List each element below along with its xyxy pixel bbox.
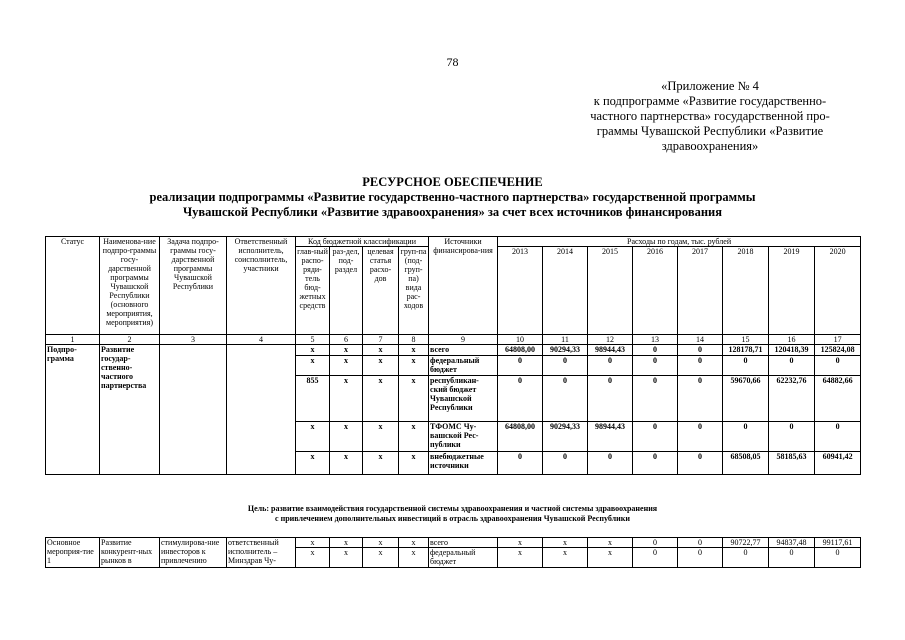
value-cell: 0 (633, 422, 678, 452)
source-cell: всего (429, 538, 498, 548)
code-cell: x (399, 376, 429, 422)
measure-status: Основное мероприя-тие 1 (46, 538, 100, 568)
value-cell: x (498, 548, 543, 568)
header-year: 2015 (588, 247, 633, 335)
value-cell: 0 (498, 376, 543, 422)
value-cell: 64808,00 (498, 345, 543, 356)
value-cell: 90294,33 (543, 345, 588, 356)
value-cell: 0 (633, 356, 678, 376)
source-cell: всего (429, 345, 498, 356)
value-cell: 0 (543, 376, 588, 422)
subprogram-status: Подпро-грамма (46, 345, 100, 475)
value-cell: 59670,66 (723, 376, 769, 422)
table-row (46, 538, 861, 548)
code-cell: x (330, 452, 363, 475)
column-number: 5 (296, 335, 330, 345)
code-cell: x (296, 345, 330, 356)
source-cell: внебюджетные источники (429, 452, 498, 475)
value-cell: 0 (678, 538, 723, 548)
header-budget-code: Код бюджетной классификации (296, 237, 429, 247)
value-cell: 0 (815, 548, 861, 568)
header-code-group: груп-па (под-груп-па) вида рас-ходов (399, 247, 429, 335)
header-name: Наименова-ние подпро-граммы госу-дарственной программы Чувашской Республики (основного мероприятия, мероприятия) (100, 237, 160, 335)
value-cell: 0 (678, 548, 723, 568)
value-cell: 0 (498, 452, 543, 475)
source-cell: ТФОМС Чу-вашской Рес-публики (429, 422, 498, 452)
header-code-gr: глав-ный распо-ряди-тель бюд-жетных средств (296, 247, 330, 335)
value-cell: 120418,39 (769, 345, 815, 356)
value-cell: 60941,42 (815, 452, 861, 475)
header-year: 2018 (723, 247, 769, 335)
header-responsible: Ответственный исполнитель, соисполнитель, участники (227, 237, 296, 335)
code-cell: x (363, 422, 399, 452)
appendix-line: «Приложение № 4 (661, 79, 759, 93)
value-cell: x (543, 548, 588, 568)
code-cell: x (399, 356, 429, 376)
value-cell: 98944,43 (588, 422, 633, 452)
table-row (46, 345, 861, 356)
code-cell: x (330, 345, 363, 356)
column-number: 11 (543, 335, 588, 345)
column-number: 9 (429, 335, 498, 345)
column-number: 17 (815, 335, 861, 345)
appendix-line: здравоохранения» (661, 139, 759, 153)
column-number: 10 (498, 335, 543, 345)
code-cell: x (296, 538, 330, 548)
title-line: РЕСУРСНОЕ ОБЕСПЕЧЕНИЕ (362, 175, 543, 189)
value-cell: 64808,00 (498, 422, 543, 452)
value-cell: 0 (588, 356, 633, 376)
code-cell: x (330, 548, 363, 568)
value-cell: 64882,66 (815, 376, 861, 422)
value-cell: 0 (678, 452, 723, 475)
value-cell: 0 (498, 356, 543, 376)
title-line: реализации подпрограммы «Развитие государственно-частного партнерства» государственной программы (149, 190, 756, 204)
code-cell: x (399, 538, 429, 548)
value-cell: 0 (588, 376, 633, 422)
column-number: 7 (363, 335, 399, 345)
source-cell: республикан-ский бюджет Чувашской Республики (429, 376, 498, 422)
value-cell: x (588, 538, 633, 548)
code-cell: x (363, 548, 399, 568)
value-cell: 125824,08 (815, 345, 861, 356)
appendix-note (560, 79, 860, 154)
value-cell: 0 (633, 538, 678, 548)
value-cell: x (588, 548, 633, 568)
value-cell: 0 (769, 422, 815, 452)
header-status: Статус (46, 237, 100, 335)
code-cell: x (330, 422, 363, 452)
value-cell: 90722,77 (723, 538, 769, 548)
document-title (0, 175, 905, 220)
value-cell: 0 (543, 452, 588, 475)
column-number: 6 (330, 335, 363, 345)
code-cell: x (363, 356, 399, 376)
value-cell: 0 (633, 376, 678, 422)
source-cell: федеральный бюджет (429, 548, 498, 568)
value-cell: 90294,33 (543, 422, 588, 452)
page-number: 78 (446, 55, 459, 69)
column-number: 1 (46, 335, 100, 345)
measure-name: Развитие конкурент-ных рынков в (100, 538, 160, 568)
code-cell: x (296, 356, 330, 376)
value-cell: 68508,05 (723, 452, 769, 475)
code-cell: x (330, 538, 363, 548)
value-cell: 0 (769, 356, 815, 376)
subprogram-responsible (227, 345, 296, 475)
header-year: 2014 (543, 247, 588, 335)
value-cell: 58185,63 (769, 452, 815, 475)
code-cell: x (296, 452, 330, 475)
goal-line: Цель: развитие взаимодействия государственной системы здравоохранения и частной системы здравоохранения (247, 504, 658, 513)
column-number: 16 (769, 335, 815, 345)
column-number: 4 (227, 335, 296, 345)
goal-line: с привлечением дополнительных инвестиций в отрасль здравоохранения Чувашской Республики (275, 514, 630, 523)
value-cell: 0 (723, 548, 769, 568)
value-cell: 94837,48 (769, 538, 815, 548)
header-code-section: раз-дел, под-раздел (330, 247, 363, 335)
header-year: 2017 (678, 247, 723, 335)
code-cell: x (363, 452, 399, 475)
column-number: 3 (160, 335, 227, 345)
value-cell: 0 (588, 452, 633, 475)
code-cell: x (399, 422, 429, 452)
header-year: 2019 (769, 247, 815, 335)
subprogram-name: Развитие государ-ственно-частного партнерства (100, 345, 160, 475)
code-cell: x (363, 345, 399, 356)
header-sources: Источники финансирова-ния (429, 237, 498, 335)
header-year: 2013 (498, 247, 543, 335)
measure-responsible: ответственный исполнитель – Минздрав Чу- (227, 538, 296, 568)
value-cell: 0 (633, 548, 678, 568)
value-cell: 62232,76 (769, 376, 815, 422)
value-cell: 0 (723, 422, 769, 452)
value-cell: 99117,61 (815, 538, 861, 548)
appendix-line: граммы Чувашской Республики «Развитие (596, 124, 824, 138)
value-cell: x (543, 538, 588, 548)
header-year: 2020 (815, 247, 861, 335)
appendix-line: к подпрограмме «Развитие государственно- (593, 94, 827, 108)
subprogram-task (160, 345, 227, 475)
value-cell: 0 (678, 422, 723, 452)
column-number: 8 (399, 335, 429, 345)
header-year: 2016 (633, 247, 678, 335)
code-cell: x (399, 345, 429, 356)
column-number: 12 (588, 335, 633, 345)
column-number: 14 (678, 335, 723, 345)
value-cell: x (498, 538, 543, 548)
code-cell: x (330, 376, 363, 422)
value-cell: 0 (769, 548, 815, 568)
resource-table (45, 236, 861, 475)
header-expenses: Расходы по годам, тыс. рублей (498, 237, 861, 247)
header-code-article: целевая статья расхо-дов (363, 247, 399, 335)
measure-task: стимулирова-ние инвесторов к привлечению (160, 538, 227, 568)
goal-statement (45, 504, 860, 524)
value-cell: 0 (815, 356, 861, 376)
value-cell: 98944,43 (588, 345, 633, 356)
code-cell: 855 (296, 376, 330, 422)
title-line: Чувашской Республики «Развитие здравоохранения» за счет всех источников финансирования (183, 205, 722, 219)
value-cell: 0 (723, 356, 769, 376)
value-cell: 128178,71 (723, 345, 769, 356)
value-cell: 0 (815, 422, 861, 452)
value-cell: 0 (633, 452, 678, 475)
code-cell: x (296, 548, 330, 568)
column-number: 15 (723, 335, 769, 345)
header-task: Задача подпро-граммы госу-дарственной программы Чувашской Республики (160, 237, 227, 335)
value-cell: 0 (543, 356, 588, 376)
code-cell: x (330, 356, 363, 376)
code-cell: x (363, 376, 399, 422)
value-cell: 0 (678, 376, 723, 422)
value-cell: 0 (633, 345, 678, 356)
value-cell: 0 (678, 345, 723, 356)
measure-table (45, 537, 861, 568)
code-cell: x (296, 422, 330, 452)
source-cell: федеральный бюджет (429, 356, 498, 376)
value-cell: 0 (678, 356, 723, 376)
appendix-line: частного партнерства» государственной про- (590, 109, 830, 123)
column-number: 2 (100, 335, 160, 345)
code-cell: x (399, 452, 429, 475)
column-number: 13 (633, 335, 678, 345)
code-cell: x (399, 548, 429, 568)
code-cell: x (363, 538, 399, 548)
